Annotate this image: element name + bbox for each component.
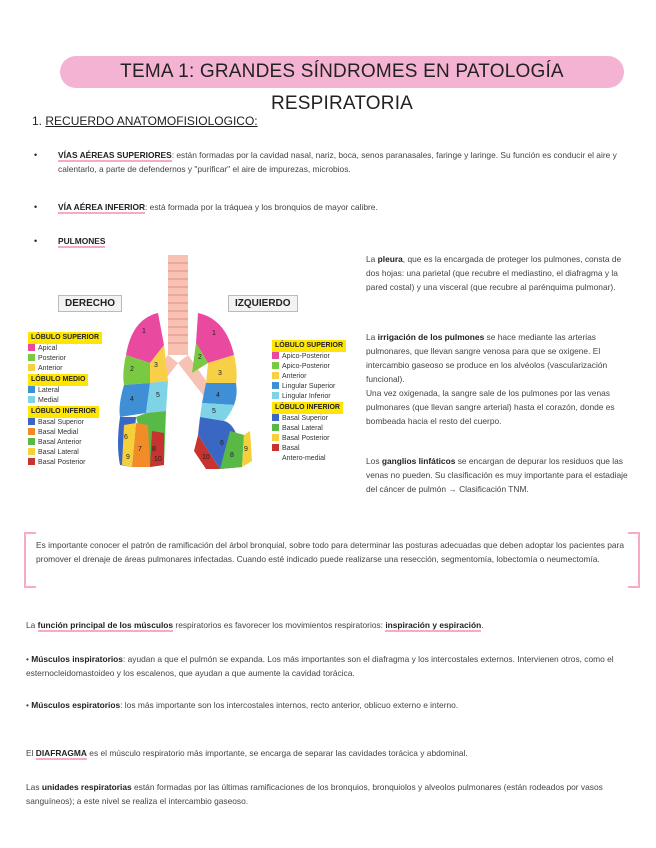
diaf-term: DIAFRAGMA: [35, 748, 87, 758]
svg-text:4: 4: [130, 396, 134, 403]
note-text: Es importante conocer el patrón de ramificación del árbol bronquial, sobre todo para determinar las posturas adecuadas que deben adoptar los pacientes para promover el drenaje de áreas pulmonares infectadas. Cuando esté indicado puede realizarse una resección, segmentomía, lobectomía o neumectomía.: [36, 540, 625, 564]
legend-swatch: [28, 418, 35, 425]
legend-text: Antero-medial: [282, 455, 326, 462]
legend-text: Anterior: [282, 373, 307, 380]
legend-swatch: [28, 448, 35, 455]
term-vas: VÍAS AÉREAS SUPERIORES: [58, 150, 172, 160]
legend-item: [272, 434, 362, 444]
bullet-dot: •: [34, 202, 38, 212]
legend-swatch: [272, 392, 279, 399]
svg-text:2: 2: [130, 366, 134, 373]
irr-text2: Una vez oxigenada, la sangre sale de los pulmones por las venas pulmonares (que llevan sangre arterial) hasta el corazón, donde es bombeada hacia el resto del cuerpo.: [366, 388, 615, 426]
muscles-end: .: [481, 620, 484, 630]
legend-item: [28, 386, 118, 396]
legend-swatch: [272, 362, 279, 369]
legend-text: Lingular Inferior: [282, 393, 331, 400]
bullet-dot: •: [34, 236, 38, 246]
legend-text: Basal Medial: [38, 429, 79, 436]
esp-term: Músculos espiratorios: [31, 700, 121, 710]
bullet-dot: •: [34, 150, 38, 160]
legend-text: Lingular Superior: [282, 383, 336, 390]
bullet-pulmones: [58, 234, 105, 248]
muscles-term: función principal de los músculos: [37, 620, 174, 630]
legend-text: Medial: [38, 397, 59, 404]
legend-header-label: LÓBULO INFERIOR: [272, 402, 343, 414]
svg-text:6: 6: [124, 434, 128, 441]
legend-swatch: [272, 382, 279, 389]
svg-text:3: 3: [218, 370, 222, 377]
bullet-vai: [58, 200, 618, 214]
svg-text:6: 6: [220, 440, 224, 447]
muscles-mid: respiratorios es favorecer los movimientos respiratorios:: [173, 620, 386, 630]
svg-text:5: 5: [156, 392, 160, 399]
muscles-term2: inspiración y espiración: [385, 620, 482, 630]
units-pre: Las: [26, 782, 42, 792]
inspiratory-paragraph: • Músculos inspiratorios: ayudan a que el pulmón se expanda. Los más importantes son el diafragma y los intercostales externos. Intervienen otros, como el esternocleidomastoideo y los escalenos, que ayudan a que aumente la cavidad torácica.: [26, 654, 614, 678]
irr-text: se hace mediante las arterias pulmonares, que llevan sangre venosa para que se oxigene. El intercambio gaseoso se produce en los alvéolos (vascularización funcional).: [366, 332, 608, 384]
note-box: [30, 536, 630, 586]
legend-text: Basal Posterior: [282, 435, 330, 442]
term-pulmones: PULMONES: [58, 236, 106, 246]
legend-header-label: LÓBULO INFERIOR: [28, 406, 99, 418]
text-vai: : está formada por la tráquea y los bronquios de mayor calibre.: [145, 202, 378, 212]
legend-text: Posterior: [38, 355, 67, 362]
svg-text:9: 9: [244, 446, 248, 453]
legend-text: Apico-Posterior: [282, 353, 330, 360]
right-legend: [28, 332, 118, 468]
svg-text:10: 10: [154, 456, 162, 463]
svg-text:9: 9: [126, 454, 130, 461]
legend-text: Apico-Posterior: [282, 363, 330, 370]
section-label: RECUERDO ANATOMOFISIOLOGICO:: [45, 114, 258, 128]
legend-header: [272, 402, 362, 414]
legend-item: [272, 392, 362, 402]
legend-item: [272, 414, 362, 424]
legend-item: [272, 372, 362, 382]
legend-item: [272, 424, 362, 434]
svg-text:2: 2: [198, 354, 202, 361]
legend-header: [28, 374, 118, 386]
legend-item: [28, 344, 118, 354]
pleura-text: , que es la encargada de proteger los pulmones, consta de dos hojas: una parietal (que recubre el mediastino, el diafragma y la pared costal) y una visceral (que recubre al parénquima pulmonar).: [366, 254, 622, 292]
left-legend: [272, 340, 362, 464]
legend-swatch: [272, 372, 279, 379]
legend-swatch: [28, 396, 35, 403]
legend-item: [272, 454, 362, 464]
legend-header-label: LÓBULO SUPERIOR: [28, 332, 102, 344]
svg-text:8: 8: [152, 446, 156, 453]
legend-text: Basal Superior: [282, 415, 328, 422]
svg-text:5: 5: [212, 408, 216, 415]
diaf-pre: El: [26, 748, 36, 758]
legend-item: [28, 354, 118, 364]
legend-swatch: [28, 344, 35, 351]
section-heading: [32, 114, 258, 128]
legend-item: [28, 418, 118, 428]
muscles-paragraph: [26, 618, 636, 632]
legend-swatch: [28, 386, 35, 393]
svg-text:1: 1: [142, 328, 146, 335]
legend-item: [272, 444, 362, 454]
insp-term: Músculos inspiratorios: [31, 654, 123, 664]
legend-swatch: [28, 354, 35, 361]
expiratory-paragraph: • Músculos espiratorios: los más importante son los intercostales internos, recto anterior, oblicuo externo e interno.: [26, 700, 459, 710]
gang-term: ganglios linfáticos: [381, 456, 456, 466]
legend-header: [28, 332, 118, 344]
irrigation-paragraph: [366, 330, 636, 428]
diafragma-paragraph: [26, 746, 636, 760]
label-izquierdo: IZQUIERDO: [228, 295, 298, 312]
legend-text: Basal Superior: [38, 419, 84, 426]
legend-text: Basal Posterior: [38, 459, 86, 466]
legend-item: [28, 364, 118, 374]
legend-swatch: [28, 438, 35, 445]
units-term: unidades respiratorias: [41, 782, 132, 792]
legend-item: [28, 428, 118, 438]
irr-pre: La: [366, 332, 378, 342]
units-paragraph: [26, 780, 636, 808]
legend-item: [272, 362, 362, 372]
legend-text: Basal Lateral: [38, 449, 79, 456]
gang-pre: Los: [366, 456, 382, 466]
legend-text: Apical: [38, 345, 58, 352]
units-text: están formadas por las últimas ramificaciones de los bronquios, bronquiolos y alveolos pulmonares (están rodeados por vasos sanguíneos); a este nivel se realiza el intercambio gaseoso.: [26, 782, 603, 806]
legend-swatch: [272, 444, 279, 451]
pleura-term: pleura: [377, 254, 403, 264]
svg-text:7: 7: [138, 446, 142, 453]
legend-header-label: LÓBULO MEDIO: [28, 374, 88, 386]
insp-text: : ayudan a que el pulmón se expanda. Los más importantes son el diafragma y los intercostales externos. Intervienen otros, como el esternocleidomastoideo y los escalenos, que ayudan a que aumente la cavidad torácica.: [26, 654, 614, 678]
legend-text: Basal Anterior: [38, 439, 82, 446]
legend-swatch: [272, 352, 279, 359]
term-vai: VÍA AÉREA INFERIOR: [58, 202, 146, 212]
legend-swatch: [272, 414, 279, 421]
ganglios-paragraph: [366, 454, 636, 496]
legend-item: [28, 396, 118, 406]
muscles-pre: La: [26, 620, 38, 630]
legend-text: Basal Lateral: [282, 425, 323, 432]
legend-swatch: [272, 424, 279, 431]
pleura-pre: La: [366, 254, 378, 264]
bullet-vas: [58, 148, 618, 176]
section-number: 1.: [32, 114, 43, 128]
right-lung: [118, 313, 168, 467]
esp-text: : los más importante son los intercostales internos, recto anterior, oblicuo externo e interno.: [120, 700, 459, 710]
legend-swatch: [28, 458, 35, 465]
legend-swatch: [28, 364, 35, 371]
bracket-left: [24, 532, 36, 588]
svg-text:1: 1: [212, 330, 216, 337]
text-vas: : están formadas por la cavidad nasal, nariz, boca, senos paranasales, faringe y laringe. Su función es conducir el aire y calentarlo, a parte de defendernos y "purificar" el aire de impurezas, microbios.: [58, 150, 617, 174]
legend-item: [272, 352, 362, 362]
legend-swatch: [272, 434, 279, 441]
bracket-right: [628, 532, 640, 588]
page-title: TEMA 1: GRANDES SÍNDROMES EN PATOLOGÍA RESPIRATORIA: [120, 61, 564, 114]
legend-swatch: [28, 428, 35, 435]
svg-text:3: 3: [154, 362, 158, 369]
svg-text:4: 4: [216, 392, 220, 399]
legend-header-label: LÓBULO SUPERIOR: [272, 340, 346, 352]
diaf-text: es el músculo respiratorio más importante, se encarga de separar las cavidades torácica y abdominal.: [86, 748, 468, 758]
svg-text:8: 8: [230, 452, 234, 459]
label-derecho: DERECHO: [58, 295, 122, 312]
legend-header: [272, 340, 362, 352]
legend-item: [272, 382, 362, 392]
irr-term: irrigación de los pulmones: [377, 332, 485, 342]
legend-item: [28, 458, 118, 468]
legend-text: Basal: [282, 445, 300, 452]
legend-text: Anterior: [38, 365, 63, 372]
gang-text: se encargan de depurar los residuos que las venas no pueden. Su clasificación es muy importante para el estadiaje del cáncer de pulmón → Clasificación TNM.: [366, 456, 628, 494]
legend-header: [28, 406, 118, 418]
legend-item: [28, 438, 118, 448]
svg-text:10: 10: [202, 454, 210, 461]
legend-text: Lateral: [38, 387, 60, 394]
legend-item: [28, 448, 118, 458]
pleura-paragraph: [366, 252, 636, 294]
